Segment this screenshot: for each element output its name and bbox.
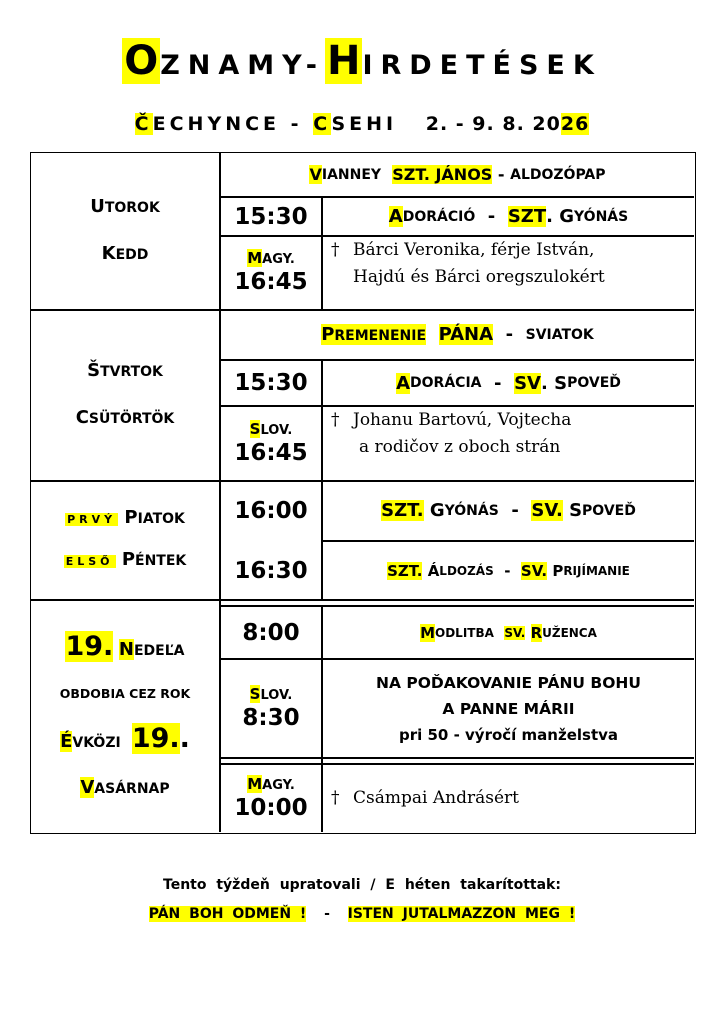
word: AGY. [262, 777, 295, 793]
feast-word: ALDOZÓPAP [510, 166, 606, 183]
letter: N [118, 638, 134, 660]
day-hu-elso-pentek [64, 540, 187, 582]
word: RIJÍMANIE [563, 563, 630, 578]
letter: S [249, 684, 261, 703]
day-sk-nedela [65, 624, 184, 674]
letter: R [530, 623, 543, 642]
dot: . [540, 372, 548, 394]
subtitle-echynce: ECHYNCE [152, 113, 281, 135]
letter: M [420, 623, 436, 642]
activity-aldozas-prijimanie [323, 542, 694, 599]
day-hu-kedd [102, 231, 149, 278]
page-title [0, 38, 724, 84]
letter: P [552, 561, 564, 580]
letter: G [429, 500, 445, 521]
intention-line-2: a rodičov z oboch strán [359, 437, 561, 457]
dash: - [494, 372, 502, 394]
thanks-hungarian: ISTEN JUTALMAZZON MEG ! [347, 906, 576, 922]
word-sv: SV. [520, 561, 548, 580]
week-number: 19. [65, 630, 114, 662]
word-szt: SZT [507, 206, 547, 227]
day-sk-prvy-piatok [65, 498, 185, 540]
title-znamy: ZNAMY [160, 50, 306, 81]
time-value: 10:00 [234, 794, 308, 821]
dash: - [511, 500, 519, 521]
letter: P [321, 324, 335, 345]
time-cell: 15:30 [234, 370, 308, 396]
day-label-tuesday [31, 153, 219, 309]
letter: G [559, 206, 575, 227]
subtitle-sehi: SEHI [331, 113, 398, 135]
language-label [247, 249, 295, 267]
ordinary-time-label: OBDOBIA CEZ ROK [59, 685, 191, 701]
word: YÓNÁS [444, 502, 499, 519]
language-label [250, 685, 293, 703]
feast-initial: V [309, 165, 322, 184]
time-cell: 16:00 [234, 498, 308, 524]
time-value: 8:30 [242, 704, 300, 731]
text: Csámpai Andrásért [353, 788, 519, 808]
day-hu-vasarnap [80, 768, 169, 809]
feast-title-vianney [221, 153, 694, 196]
word: SÜTÖRTÖK [88, 411, 175, 427]
activity-modlitba-ruzenca [323, 607, 694, 658]
date-range [426, 113, 590, 135]
mass-time-slovak [221, 407, 321, 480]
intention-line-3: pri 50 - výročí manželstva [398, 725, 619, 744]
date-year-highlight: 26 [560, 113, 590, 135]
title-irdetesek: IRDETÉSEK [362, 50, 602, 81]
day-sk-stvrtok [87, 348, 163, 395]
time-value: 16:45 [234, 439, 308, 466]
dash: - [504, 561, 511, 580]
word: ASÁRNAP [94, 780, 170, 797]
subtitle-initial-c2: C [313, 113, 332, 135]
intention-line-1: NA POĎAKOVANIE PÁNU BOHU [376, 673, 641, 692]
word: EDEĽA [133, 642, 185, 659]
word: POVEĎ [567, 375, 621, 391]
day-label-first-friday [31, 481, 219, 599]
word: YÓNÁS [574, 208, 629, 225]
letter: A [396, 372, 411, 394]
word: ODLITBA [435, 625, 494, 640]
activity-adoracia-spoved [323, 361, 694, 405]
word: ÉNTEK [135, 553, 187, 569]
time-cell: 8:00 [242, 619, 300, 646]
day-label-sunday [31, 600, 219, 832]
title-initial-h: H [326, 38, 361, 84]
time-cell: 16:30 [234, 558, 308, 584]
word: IATOK [137, 511, 185, 527]
feast-pana: PÁNA [438, 324, 494, 345]
dot: . [546, 206, 553, 227]
dash: - [505, 324, 514, 345]
language-label [247, 775, 295, 793]
letter: S [249, 419, 261, 438]
cleaning-note: Tento týždeň upratovali / E héten takarítottak: [163, 877, 561, 893]
thanks-slovak: PÁN BOH ODMEŇ ! [148, 906, 307, 922]
word: EDD [115, 247, 149, 263]
word: TOROK [104, 200, 160, 216]
week-number: 19. [131, 722, 180, 754]
feast-szt-janos: SZT. JÁNOS [392, 165, 493, 184]
intention-line-2: Hajdú és Bárci oregszulokért [353, 267, 605, 287]
letter: V [80, 776, 95, 798]
subtitle-initial-c1: Č [134, 113, 153, 135]
day-sk-utorok [90, 184, 160, 231]
cross-icon: † [331, 788, 340, 808]
word: TVRTOK [100, 364, 163, 380]
day-hu-csutortok [76, 395, 175, 442]
letter: S [554, 372, 568, 394]
title-initial-o: O [124, 38, 159, 84]
word: LDOZÁS [439, 563, 494, 578]
mass-intention [323, 407, 694, 480]
intention-line-2: A PANNE MÁRII [442, 699, 575, 718]
word: DORÁCIÓ [402, 208, 476, 225]
letter: É [60, 730, 73, 752]
word-szt: SZT. [387, 561, 423, 580]
letter: M [247, 249, 263, 267]
activity-gyonas-spoved [323, 481, 694, 540]
word: AGY. [262, 252, 295, 267]
thanks-line [0, 906, 724, 922]
word: REMENENIE [334, 328, 427, 344]
word-szt: SZT. [381, 500, 424, 521]
cross-icon: † [331, 410, 340, 430]
time-cell: 15:30 [234, 203, 308, 230]
mass-intention [323, 237, 694, 309]
feast-word: IANNEY [321, 166, 382, 183]
activity-adoracio-gyonas [323, 198, 694, 235]
letter: Á [427, 561, 440, 580]
time-value: 16:45 [234, 269, 308, 295]
language-label [250, 420, 293, 438]
word: UŽENCA [542, 625, 597, 640]
intention-line-1 [331, 237, 594, 264]
word-sv: SV. [504, 625, 526, 640]
mass-intention [323, 765, 694, 832]
feast-title-premenenie [221, 310, 694, 359]
letter: C [75, 407, 89, 428]
page-subtitle [0, 113, 724, 135]
mass-time-slovak [221, 660, 321, 757]
word: POVEĎ [582, 502, 636, 519]
word: LOV. [260, 422, 293, 438]
dash: - [487, 206, 496, 227]
divider [219, 757, 694, 759]
subtitle-dash: - [290, 113, 303, 135]
day-hu-evkozi [60, 714, 190, 768]
mass-time-hungarian [221, 765, 321, 832]
letter: M [247, 774, 263, 793]
letter: U [90, 196, 105, 217]
word: VKÖZI [72, 734, 121, 751]
word-sv: SV [514, 372, 541, 394]
letter: S [569, 500, 583, 521]
dot: . [179, 722, 190, 754]
title-dash: - [305, 50, 325, 81]
letter: A [388, 206, 403, 227]
day-label-thursday [31, 310, 219, 480]
word-elso: ELSŐ [65, 555, 114, 568]
word-prvy: PRVÝ [67, 513, 117, 526]
cross-icon: † [331, 240, 340, 260]
intention-line-1 [331, 407, 571, 434]
word: LOV. [260, 687, 293, 703]
schedule-table [30, 152, 696, 834]
text: Bárci Veronika, férje István, [353, 240, 595, 260]
mass-time-hungarian [221, 237, 321, 309]
dash: - [497, 165, 505, 184]
feast-highlight [321, 324, 426, 345]
letter: K [101, 243, 116, 264]
letter: Š [87, 360, 101, 381]
letter: P [121, 549, 136, 570]
word-sv: SV. [531, 500, 563, 521]
word: DORÁCIA [410, 375, 482, 391]
dash: - [324, 906, 330, 922]
text: Johanu Bartovú, Vojtecha [353, 410, 572, 430]
mass-intention-thanksgiving [323, 660, 694, 757]
letter: P [124, 507, 138, 528]
date-main: 2. - 9. 8. 20 [425, 113, 561, 135]
word: SVIATOK [525, 326, 594, 343]
